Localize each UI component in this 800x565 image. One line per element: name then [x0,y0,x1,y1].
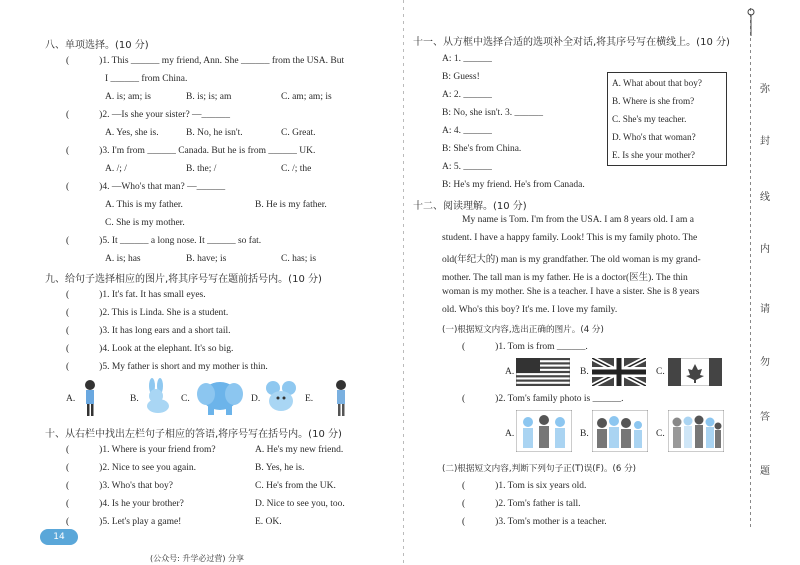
box-option: C. She's my teacher. [612,114,687,124]
seal-char: 勿 [760,357,770,368]
s10-right: B. Yes, he is. [255,463,305,473]
passage-line: old. Who's this boy? It's me. I love my family. [442,305,618,315]
page-number: 14 [40,529,78,545]
qa1: ( )1. Tom is from ______. [462,342,588,352]
s10-left: ( )1. Where is your friend from? [66,445,216,455]
s10-left: ( )2. Nice to see you again. [66,463,196,473]
pic-label: D. [251,394,261,404]
part-a-title: (一)根据短文内容,选出正确的图片。(4 分) [442,325,604,335]
option: A. This is my father. [105,200,183,210]
pic-label: B. [580,367,589,377]
option: B. the; / [186,164,217,174]
box-option: E. Is she your mother? [612,150,695,160]
qa2: ( )2. Tom's family photo is ______. [462,394,624,404]
dialog-line: B: No, she isn't. 3. ______ [442,108,543,118]
fold-line [403,0,404,565]
option: C. has; is [281,254,317,264]
s10-right: A. He's my new friend. [255,445,344,455]
family-photo-b-image [592,410,648,452]
usa-flag-image [516,358,570,386]
option: B. is; is; am [186,92,232,102]
dialog-line: A: 4. ______ [442,126,492,136]
option: B. have; is [186,254,227,264]
s9-item: ( )5. My father is short and my mother is thin. [66,362,268,372]
section-11-title: 十一、从方框中选择合适的选项补全对话,将其序号写在横线上。(10 分) [413,37,730,48]
dialog-line: A: 5. ______ [442,162,492,172]
passage-line: mother. The tall man is my father. He is a doctor(医生). The thin [442,273,688,283]
family-photo-c-image [668,410,724,452]
seal-char: 封 [760,136,770,147]
uk-flag-image [592,358,646,386]
s8-q4: ( )4. —Who's that man? —______ [66,182,226,192]
mouse-image [263,379,301,413]
pic-label: A. [505,367,515,377]
option: C. am; am; is [281,92,332,102]
seal-char: 答 [760,412,770,423]
s9-item: ( )3. It has long ears and a short tail. [66,326,231,336]
dialog-line: B: She's from China. [442,144,522,154]
passage-line: student. I have a happy family. Look! This is my family photo. The [442,233,698,243]
canada-flag-image [668,358,722,386]
box-option: B. Where is she from? [612,96,695,106]
section-9-title: 九、给句子选择相应的图片,将其序号写在题前括号内。(10 分) [45,274,322,285]
tf-item: ( )2. Tom's father is tall. [462,499,581,509]
s8-q1: ( )1. This ______ my friend, Ann. She ______ from the USA. But [66,56,345,66]
pic-label: C. [656,367,665,377]
s10-left: ( )5. Let's play a game! [66,517,182,527]
s10-right: E. OK. [255,517,282,527]
s9-item: ( )4. Look at the elephant. It's so big. [66,344,234,354]
options-box [607,72,727,166]
pic-label: C. [656,429,665,439]
pic-label: B. [580,429,589,439]
footer-text: (公众号: 升学必过营) 分享 [150,554,245,563]
box-option: A. What about that boy? [612,78,702,88]
option: A. Yes, she is. [105,128,159,138]
seal-char: 弥 [760,84,770,95]
s10-right: C. He's from the UK. [255,481,336,491]
passage-line: woman is my mother. She is a teacher. I have a sister. She is 8 years [442,287,700,297]
section-8-title: 八、单项选择。(10 分) [45,40,149,51]
binding-margin [744,0,800,565]
binding-dashed-line [750,8,751,528]
dialog-line: A: 2. ______ [442,90,492,100]
option: C. /; the [281,164,312,174]
pic-label: E. [305,394,314,404]
option: B. No, he isn't. [186,128,243,138]
family-photo-a-image [516,410,572,452]
tf-item: ( )3. Tom's mother is a teacher. [462,517,607,527]
option: B. He is my father. [255,200,327,210]
tf-item: ( )1. Tom is six years old. [462,481,587,491]
part-b-title: (二)根据短文内容,判断下列句子正(T)误(F)。(6 分) [442,464,637,474]
s8-q1-cont: I ______ from China. [105,74,188,84]
pic-label: A. [505,429,515,439]
s8-q3: ( )3. I'm from ______ Canada. But he is from ______ UK. [66,146,316,156]
option: A. /; / [105,164,127,174]
option: A. is; am; is [105,92,151,102]
girl-student-image [78,378,102,418]
seal-char: 内 [760,244,770,255]
rabbit-image [140,378,174,414]
dialog-line: B: Guess! [442,72,480,82]
section-12-title: 十二、阅读理解。(10 分) [413,201,527,212]
section-10-title: 十、从右栏中找出左栏句子相应的答语,将序号写在括号内。(10 分) [45,429,342,440]
s8-q2: ( )2. —Is she your sister? —______ [66,110,231,120]
option: A. is; has [105,254,141,264]
s8-q5: ( )5. It ______ a long nose. It ______ so fat. [66,236,262,246]
passage-line: My name is Tom. I'm from the USA. I am 8 years old. I am a [462,215,694,225]
option: C. She is my mother. [105,218,185,228]
dialog-line: B: He's my friend. He's from Canada. [442,180,585,190]
dialog-line: A: 1. ______ [442,54,492,64]
s10-right: D. Nice to see you, too. [255,499,345,509]
scissors-icon [746,8,756,38]
option: C. Great. [281,128,316,138]
passage-line: old(年纪大的) man is my grandfather. The old woman is my grand- [442,255,701,265]
pic-label: C. [181,394,190,404]
pic-label: A. [66,394,76,404]
s10-left: ( )4. Is he your brother? [66,499,184,509]
elephant-image [194,378,244,416]
s9-item: ( )1. It's fat. It has small eyes. [66,290,206,300]
box-option: D. Who's that woman? [612,132,696,142]
s9-item: ( )2. This is Linda. She is a student. [66,308,229,318]
man-image [330,378,352,418]
s10-left: ( )3. Who's that boy? [66,481,174,491]
seal-char: 题 [760,466,770,477]
seal-char: 请 [760,304,770,315]
pic-label: B. [130,394,139,404]
seal-char: 线 [760,192,770,203]
